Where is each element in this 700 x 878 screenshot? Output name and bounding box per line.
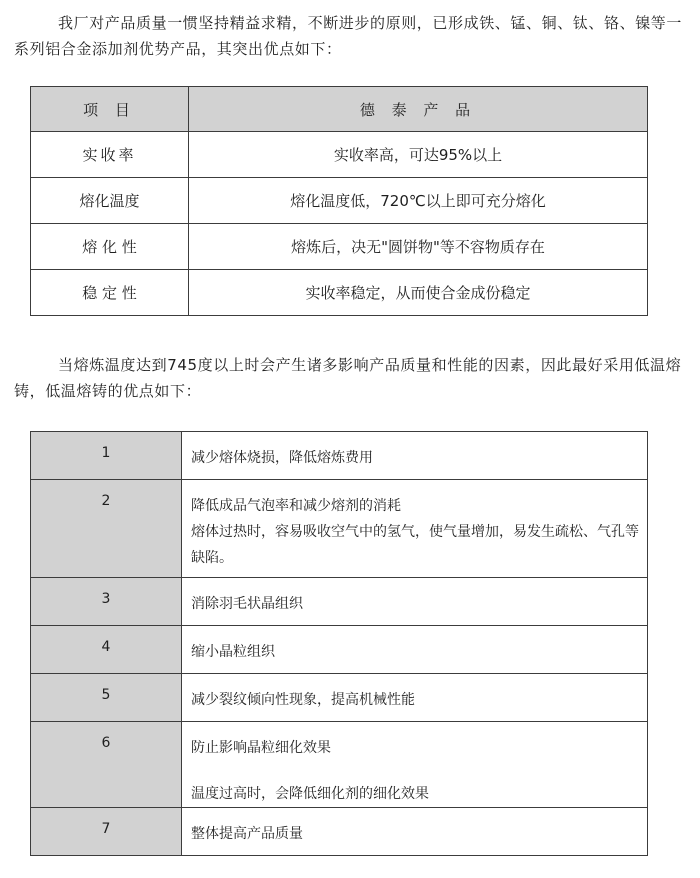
table-row (31, 432, 648, 480)
row-number: 4 (31, 626, 182, 674)
table-row (31, 674, 648, 722)
table-row (31, 808, 648, 856)
row-text (182, 674, 648, 722)
row-number: 1 (31, 432, 182, 480)
row-label: 稳 定 性 (31, 270, 189, 316)
table-header-row (31, 87, 648, 132)
table-row (31, 626, 648, 674)
row-text (182, 808, 648, 856)
row-line: 整体提高产品质量 (191, 826, 303, 842)
row-label: 熔化温度 (31, 178, 189, 224)
row-text (182, 722, 648, 808)
row-value: 实收率高，可达95%以上 (189, 132, 648, 178)
row-text (182, 432, 648, 480)
product-advantages-table (30, 86, 648, 316)
row-line: 防止影响晶粒细化效果 (191, 740, 331, 756)
header-product: 德 泰 产 品 (189, 87, 648, 132)
row-line: 消除羽毛状晶组织 (191, 596, 303, 612)
table-row (31, 178, 648, 224)
row-text (182, 626, 648, 674)
row-text (182, 480, 648, 578)
row-text (182, 578, 648, 626)
row-label: 实收率 (31, 132, 189, 178)
intro-paragraph: 我厂对产品质量一惯坚持精益求精，不断进步的原则，已形成铁、锰、铜、钛、铬、镍等一系列铝合金添加剂优势产品，其突出优点如下： (14, 14, 683, 58)
row-number: 6 (31, 722, 182, 808)
row-line: 熔体过热时，容易吸收空气中的氢气，使气量增加，易发生疏松、气孔等缺陷。 (191, 524, 639, 566)
row-value: 熔化温度低，720℃以上即可充分熔化 (189, 178, 648, 224)
row-label: 熔 化 性 (31, 224, 189, 270)
table-row (31, 270, 648, 316)
row-value: 熔炼后，决无"圆饼物"等不容物质存在 (189, 224, 648, 270)
row-line: 减少裂纹倾向性现象，提高机械性能 (191, 692, 415, 708)
table-row (31, 132, 648, 178)
row-line: 温度过高时，会降低细化剂的细化效果 (191, 786, 429, 802)
low-temp-advantages-table (30, 431, 648, 856)
row-line: 缩小晶粒组织 (191, 644, 275, 660)
table-row (31, 722, 648, 808)
row-line: 降低成品气泡率和减少熔剂的消耗 (191, 498, 401, 514)
row-number: 3 (31, 578, 182, 626)
row-number: 5 (31, 674, 182, 722)
row-line: 减少熔体烧损，降低熔炼费用 (191, 450, 373, 466)
low-temp-paragraph: 当熔炼温度达到745度以上时会产生诸多影响产品质量和性能的因素，因此最好采用低温熔铸，低温熔铸的优点如下： (14, 356, 682, 400)
table-row (31, 224, 648, 270)
header-item: 项 目 (31, 87, 189, 132)
row-number: 7 (31, 808, 182, 856)
row-value: 实收率稳定，从而使合金成份稳定 (189, 270, 648, 316)
line-gap (191, 761, 647, 781)
row-number: 2 (31, 480, 182, 578)
table-row (31, 480, 648, 578)
table-row (31, 578, 648, 626)
